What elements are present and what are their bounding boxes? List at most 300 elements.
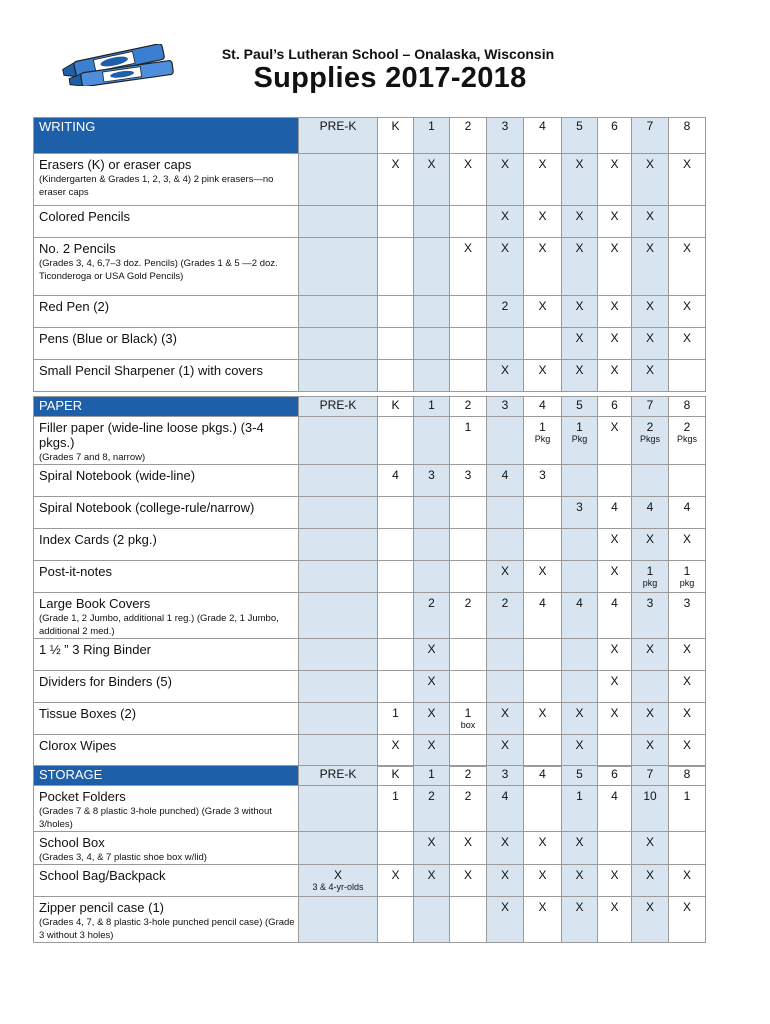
cell-unit: Pkg [571,434,588,444]
grade-cell [598,593,632,639]
grade-cell [669,360,706,392]
grade-cell [487,465,524,497]
grade-cell [524,703,562,735]
cell-value: X [575,299,584,313]
grade-cell [669,832,706,865]
grade-cell [669,529,706,561]
grade-cell [669,671,706,703]
item-name: Post-it-notes [39,564,112,579]
grade-cell [562,328,598,360]
grade-cell [414,529,450,561]
item-name: Colored Pencils [39,209,131,224]
grade-header-3: 2 [450,397,487,417]
cell-value: X [500,241,509,255]
grade-cell [562,154,598,206]
grade-cell [414,703,450,735]
grade-cell [450,671,487,703]
grade-cell [632,735,669,767]
cell-value: 2 [428,596,435,610]
grade-cell [299,206,378,238]
cell-value: X [645,331,654,345]
grade-cell [299,154,378,206]
cell-value: X [645,363,654,377]
item-name: Small Pencil Sharpener (1) with covers [39,363,263,378]
grade-cell [299,465,378,497]
cell-value: X [610,299,619,313]
grade-cell [450,735,487,767]
grade-cell [562,417,598,465]
grade-header-5: 4 [524,118,562,154]
cell-value: X [427,642,436,656]
grade-header-1: K [378,118,414,154]
cell-value: X [391,738,400,752]
supply-row [34,703,706,735]
item-name: Clorox Wipes [39,738,117,753]
cell-value: 1 [683,789,691,803]
cell-value: 4 [611,596,618,610]
grade-header-3: 2 [450,118,487,154]
cell-value: X [575,157,584,171]
cell-value: X [682,241,691,255]
school-name: St. Paul’s Lutheran School – Onalaska, Wisconsin [221,46,555,62]
cell-value: 4 [576,596,583,610]
grade-cell [378,897,414,943]
grade-cell [562,865,598,897]
grade-header-3: 2 [450,766,487,786]
grade-cell [378,671,414,703]
grade-cell [562,735,598,767]
cell-value: X [575,331,584,345]
grade-cell [524,735,562,767]
cell-value: X [610,900,619,914]
cell-value: 3 [539,468,546,482]
grade-header-4: 3 [487,766,524,786]
cell-value: 1 [539,420,546,434]
cell-value: 4 [501,468,509,482]
grade-cell [669,296,706,328]
grade-cell [598,671,632,703]
supply-row [34,897,706,943]
grade-cell [450,593,487,639]
cell-value: 4 [611,500,618,514]
grade-cell [524,206,562,238]
supply-row [34,206,706,238]
grade-header-1: K [378,766,414,786]
grade-cell [450,897,487,943]
item-name: No. 2 Pencils [39,241,116,256]
cell-value: 2 [646,420,654,434]
grade-header-6: 5 [562,118,598,154]
grade-header-8: 7 [632,118,669,154]
cell-value: X [682,706,691,720]
grade-cell [524,671,562,703]
supply-item [34,832,299,865]
cell-value: X [391,868,400,882]
supply-row [34,497,706,529]
grade-cell [598,328,632,360]
grade-cell [414,786,450,832]
supply-row [34,735,706,767]
grade-cell [378,206,414,238]
grade-cell [598,296,632,328]
cell-value: 3 [576,500,583,514]
item-note: (Grades 3, 4, & 7 plastic shoe box w/lid) [39,852,207,863]
cell-value: 3 [428,468,435,482]
cell-value: 4 [646,500,654,514]
grade-cell [414,671,450,703]
grade-cell [669,593,706,639]
grade-header-2: 1 [414,766,450,786]
supply-row [34,296,706,328]
grade-cell [562,238,598,296]
cell-unit: pkg [642,578,658,588]
grade-cell [598,529,632,561]
grade-cell [632,639,669,671]
grade-cell [414,238,450,296]
grade-cell [632,865,669,897]
grade-cell [524,417,562,465]
grade-cell [562,703,598,735]
grade-cell [598,417,632,465]
grade-cell [414,593,450,639]
grade-header-5: 4 [524,766,562,786]
cell-value: X [427,868,436,882]
grade-cell [299,296,378,328]
grade-cell [487,529,524,561]
supply-row [34,465,706,497]
grade-cell [632,832,669,865]
grade-cell [487,832,524,865]
item-name: Zipper pencil case (1) [39,900,164,915]
cell-value: 1 [464,706,472,720]
grade-cell [299,832,378,865]
grade-cell [562,832,598,865]
grade-cell [414,360,450,392]
grade-cell [669,561,706,593]
grade-cell [669,154,706,206]
item-name: School Box [39,835,105,850]
cell-value: X [645,900,654,914]
cell-value: X [610,209,619,223]
grade-cell [450,296,487,328]
grade-cell [299,561,378,593]
cell-value: X [610,420,619,434]
cell-value: X [463,241,472,255]
grade-cell [299,497,378,529]
cell-value: X [500,706,509,720]
section-header-row [34,118,706,154]
grade-cell [299,529,378,561]
cell-unit: box [460,720,476,730]
grade-cell [378,865,414,897]
cell-value: 3 [464,468,472,482]
cell-value: 2 [501,299,509,313]
cell-value: X [645,706,654,720]
cell-value: 1 [646,564,654,578]
grade-cell [378,639,414,671]
cell-value: X [427,706,436,720]
grade-cell [299,360,378,392]
cell-value: X [682,868,691,882]
grade-cell [524,832,562,865]
cell-value: X [645,532,654,546]
grade-cell [299,786,378,832]
grade-cell [524,296,562,328]
cell-value: X [538,564,547,578]
grade-cell [299,671,378,703]
grade-cell [414,897,450,943]
grade-cell [632,154,669,206]
cell-value: X [610,157,619,171]
grade-cell [524,465,562,497]
grade-cell [299,735,378,767]
grade-cell [598,865,632,897]
grade-cell [378,735,414,767]
cell-value: X [575,738,584,752]
cell-value: 3 [683,596,691,610]
grade-cell [378,593,414,639]
supply-row [34,561,706,593]
cell-value: X [575,363,584,377]
cell-unit: Pkgs [676,434,697,444]
cell-value: X [645,642,654,656]
cell-value: X [645,209,654,223]
grade-cell [487,865,524,897]
grade-cell [299,238,378,296]
grade-cell [524,786,562,832]
grade-cell [598,497,632,529]
grade-cell [414,417,450,465]
cell-value: X [682,331,691,345]
grade-header-0: PRE-K [299,766,378,786]
grade-cell [598,561,632,593]
grade-cell [414,465,450,497]
grade-cell [598,703,632,735]
grade-header-8: 7 [632,397,669,417]
grade-cell [562,497,598,529]
cell-value: 4 [683,500,691,514]
cell-value: X [500,868,509,882]
supply-item [34,296,299,328]
grade-header-8: 7 [632,766,669,786]
cell-value: 2 [501,596,509,610]
grade-cell [598,238,632,296]
cell-value: X [610,706,619,720]
grade-cell [669,417,706,465]
grade-cell [562,786,598,832]
cell-value: X [500,564,509,578]
page-title: Supplies 2017-2018 [253,62,527,94]
cell-value: X [682,299,691,313]
grade-cell [414,561,450,593]
grade-cell [669,786,706,832]
cell-value: X [500,157,509,171]
grade-cell [524,154,562,206]
grade-cell [487,238,524,296]
cell-value: X [500,363,509,377]
item-name: Dividers for Binders (5) [39,674,172,689]
grade-cell [632,238,669,296]
cell-value: X [575,241,584,255]
supply-item [34,639,299,671]
grade-cell [598,154,632,206]
grade-cell [378,465,414,497]
grade-cell [524,593,562,639]
grade-cell [414,832,450,865]
section-title: STORAGE [34,766,299,786]
grade-cell [487,786,524,832]
grade-header-9: 8 [669,397,706,417]
grade-cell [299,865,378,897]
grade-cell [632,786,669,832]
cell-value: X [427,157,436,171]
cell-value: X [427,835,436,849]
supply-row [34,238,706,296]
grade-header-2: 1 [414,397,450,417]
grade-cell [414,735,450,767]
grade-cell [450,865,487,897]
grade-cell [524,865,562,897]
grade-cell [450,154,487,206]
cell-value: X [575,868,584,882]
cell-value: X [610,331,619,345]
cell-value: 4 [501,789,509,803]
grade-cell [299,897,378,943]
cell-value: 1 [392,789,399,803]
grade-header-2: 1 [414,118,450,154]
section-title: WRITING [34,118,299,154]
grade-cell [450,561,487,593]
grade-cell [632,497,669,529]
supply-item [34,786,299,832]
supply-row [34,786,706,832]
cell-value: X [427,674,436,688]
grade-cell [450,328,487,360]
grade-cell [562,529,598,561]
grade-cell [562,465,598,497]
cell-value: X [333,868,342,882]
cell-value: 1 [576,420,583,434]
supply-item [34,206,299,238]
cell-unit: Pkgs [639,434,660,444]
grade-cell [450,206,487,238]
cell-value: 1 [683,564,691,578]
cell-value: X [463,868,472,882]
grade-cell [299,593,378,639]
cell-value: X [500,835,509,849]
item-name: Filler paper (wide-line loose pkgs.) (3-4 pkgs.) [39,420,264,450]
item-name: Pocket Folders [39,789,126,804]
grade-header-0: PRE-K [299,118,378,154]
cell-value: X [500,209,509,223]
cell-value: X [575,706,584,720]
supply-item [34,703,299,735]
supply-item [34,671,299,703]
supply-row [34,154,706,206]
grade-cell [450,417,487,465]
cell-value: X [682,157,691,171]
grade-header-6: 5 [562,766,598,786]
grade-cell [299,703,378,735]
grade-cell [414,865,450,897]
cell-value: X [538,363,547,377]
grade-cell [487,417,524,465]
grade-cell [299,417,378,465]
grade-header-5: 4 [524,397,562,417]
grade-cell [669,497,706,529]
item-note: (Grade 1, 2 Jumbo, additional 1 reg.) (Grade 2, 1 Jumbo, additional 2 med.) [39,613,279,637]
grade-cell [669,465,706,497]
supply-item [34,417,299,465]
grade-cell [450,529,487,561]
paper-table [33,396,706,767]
grade-cell [487,561,524,593]
grade-cell [632,206,669,238]
cell-value: X [682,532,691,546]
grade-cell [487,296,524,328]
grade-cell [450,238,487,296]
grade-cell [487,154,524,206]
grade-cell [598,465,632,497]
supply-item [34,865,299,897]
grade-cell [524,639,562,671]
grade-header-7: 6 [598,118,632,154]
cell-unit: pkg [679,578,695,588]
section-header-row [34,766,706,786]
grade-cell [632,897,669,943]
cell-value: 4 [539,596,546,610]
cell-value: X [645,157,654,171]
grade-cell [378,238,414,296]
item-name: 1 ½ ” 3 Ring Binder [39,642,152,657]
grade-header-7: 6 [598,766,632,786]
grade-cell [598,639,632,671]
cell-value: X [645,241,654,255]
storage-table [33,765,706,943]
supply-item [34,735,299,767]
supply-row [34,593,706,639]
grade-cell [414,328,450,360]
grade-cell [414,497,450,529]
item-name: Tissue Boxes (2) [39,706,137,721]
grade-cell [562,206,598,238]
grade-cell [632,417,669,465]
cell-value: X [610,532,619,546]
grade-cell [487,639,524,671]
grade-cell [487,206,524,238]
cell-value: 4 [392,468,399,482]
cell-value: 1 [464,420,472,434]
grade-cell [632,529,669,561]
grade-cell [632,360,669,392]
grade-cell [632,465,669,497]
cell-value: X [463,157,472,171]
cell-value: 1 [392,706,399,720]
grade-cell [378,703,414,735]
cell-value: X [682,674,691,688]
grade-header-4: 3 [487,118,524,154]
grade-cell [598,206,632,238]
cell-value: 1 [576,789,583,803]
grade-cell [450,832,487,865]
cell-value: X [610,642,619,656]
grade-header-9: 8 [669,118,706,154]
grade-cell [414,296,450,328]
grade-cell [450,703,487,735]
grade-cell [487,671,524,703]
supply-item [34,497,299,529]
cell-value: 2 [464,789,472,803]
